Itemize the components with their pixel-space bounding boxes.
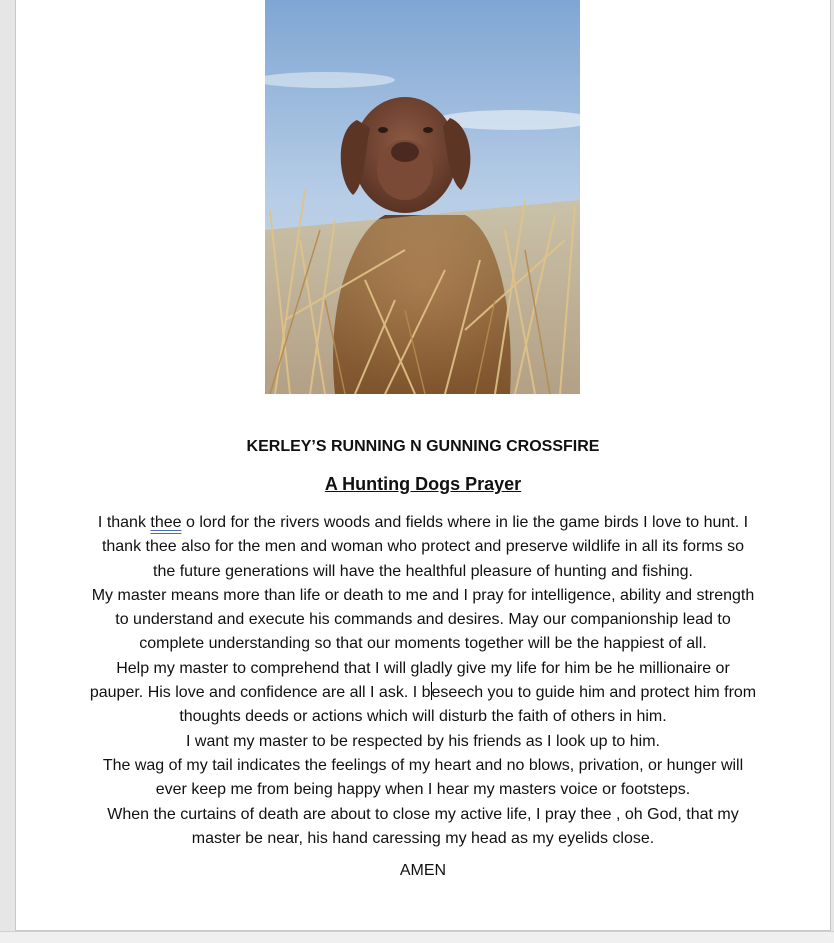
status-bar-edge <box>0 931 834 943</box>
prayer-line: the future generations will have the healthful pleasure of hunting and fishing. <box>153 562 693 580</box>
prayer-line: Help my master to comprehend that I will gladly give my life for him be he millionaire or <box>116 659 730 677</box>
spelling-flag-word[interactable]: thee <box>150 514 182 531</box>
closing-amen[interactable]: AMEN <box>399 862 447 879</box>
prayer-line <box>56 681 790 705</box>
prayer-line: to understand and execute his commands and desires. May our companionship lead to <box>115 611 731 629</box>
kennel-name-heading[interactable]: KERLEY’S RUNNING N GUNNING CROSSFIRE <box>246 438 600 455</box>
text-run: I thank <box>97 514 151 531</box>
prayer-line: The wag of my tail indicates the feelings of my heart and no blows, privation, or hunger will <box>102 756 744 774</box>
dog-photo-image <box>265 0 580 394</box>
prayer-line: complete understanding so that our moments together will be the happiest of all. <box>139 635 707 653</box>
prayer-line: I want my master to be respected by his friends as I look up to him. <box>186 732 660 750</box>
prayer-line: master be near, his hand caressing my head as my eyelids close. <box>191 829 655 847</box>
document-page[interactable] <box>15 0 831 931</box>
prayer-line: My master means more than life or death to me and I pray for intelligence, ability and strength <box>91 586 755 604</box>
prayer-line: thank thee also for the men and woman who protect and preserve wildlife in all its forms so <box>101 538 745 556</box>
prayer-body[interactable] <box>56 511 790 851</box>
text-run: o lord for the rivers woods and fields where in lie the game birds I love to hunt. I <box>181 514 749 531</box>
text-run: eseech you to guide him and protect him from <box>431 684 757 702</box>
prayer-line: ever keep me from being happy when I hear my masters voice or footsteps. <box>155 781 691 799</box>
dog-photo[interactable] <box>265 0 580 394</box>
prayer-title[interactable]: A Hunting Dogs Prayer <box>324 474 522 494</box>
prayer-line: When the curtains of death are about to close my active life, I pray thee , oh God, that my <box>107 805 739 823</box>
prayer-line: thoughts deeds or actions which will disturb the faith of others in him. <box>179 708 667 726</box>
prayer-line <box>56 511 790 535</box>
text-run: pauper. His love and confidence are all I ask. I b <box>89 684 431 702</box>
